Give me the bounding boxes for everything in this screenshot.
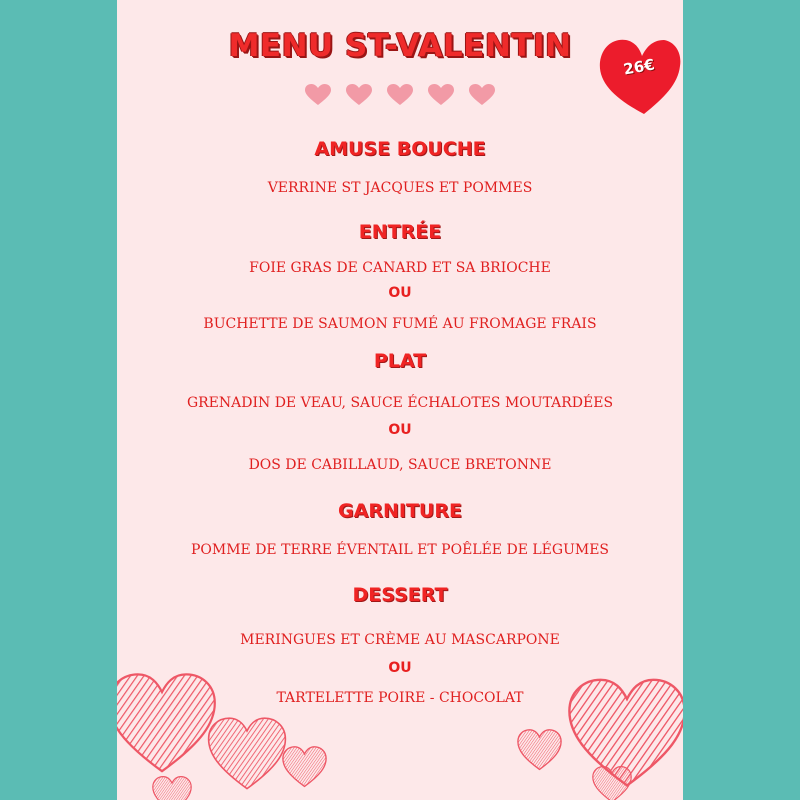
section-heading-amuse-bouche: AMUSE BOUCHE (314, 138, 486, 160)
heart-icon (305, 84, 331, 106)
section-heading-dessert: DESSERT (352, 584, 448, 606)
or-separator: OU (388, 422, 412, 438)
section-heading-plat: PLAT (373, 350, 427, 372)
menu-item: MERINGUES ET CRÈME AU MASCARPONE (240, 632, 560, 648)
scribble-heart-decoration (152, 775, 192, 800)
scribble-heart-decoration (117, 670, 217, 780)
menu-item: TARTELETTE POIRE - CHOCOLAT (276, 690, 524, 706)
menu-item: BUCHETTE DE SAUMON FUMÉ AU FROMAGE FRAIS (203, 316, 597, 332)
menu-title: MENU ST-VALENTIN (228, 28, 572, 64)
scribble-heart-decoration (207, 715, 287, 795)
heart-icon (346, 84, 372, 106)
menu-item: POMME DE TERRE ÉVENTAIL ET POÊLÉE DE LÉGUMES (190, 542, 610, 558)
menu-item: VERRINE ST JACQUES ET POMMES (267, 180, 533, 196)
heart-icon (387, 84, 413, 106)
menu-page (117, 0, 683, 800)
price-badge (596, 36, 682, 116)
heart-icon (469, 84, 495, 106)
or-separator: OU (388, 285, 412, 301)
or-separator: OU (388, 660, 412, 676)
heart-icon (428, 84, 454, 106)
price-label: 26€ (622, 55, 656, 79)
menu-item: GRENADIN DE VEAU, SAUCE ÉCHALOTES MOUTARDÉES (186, 395, 614, 411)
scribble-heart-decoration (517, 728, 562, 773)
section-heading-entree: ENTRÉE (358, 221, 442, 243)
scribble-heart-decoration (282, 745, 327, 790)
menu-item: FOIE GRAS DE CANARD ET SA BRIOCHE (249, 260, 551, 276)
section-heading-garniture: GARNITURE (338, 500, 462, 522)
menu-item: DOS DE CABILLAUD, SAUCE BRETONNE (248, 457, 552, 473)
scribble-heart-decoration (587, 765, 637, 800)
